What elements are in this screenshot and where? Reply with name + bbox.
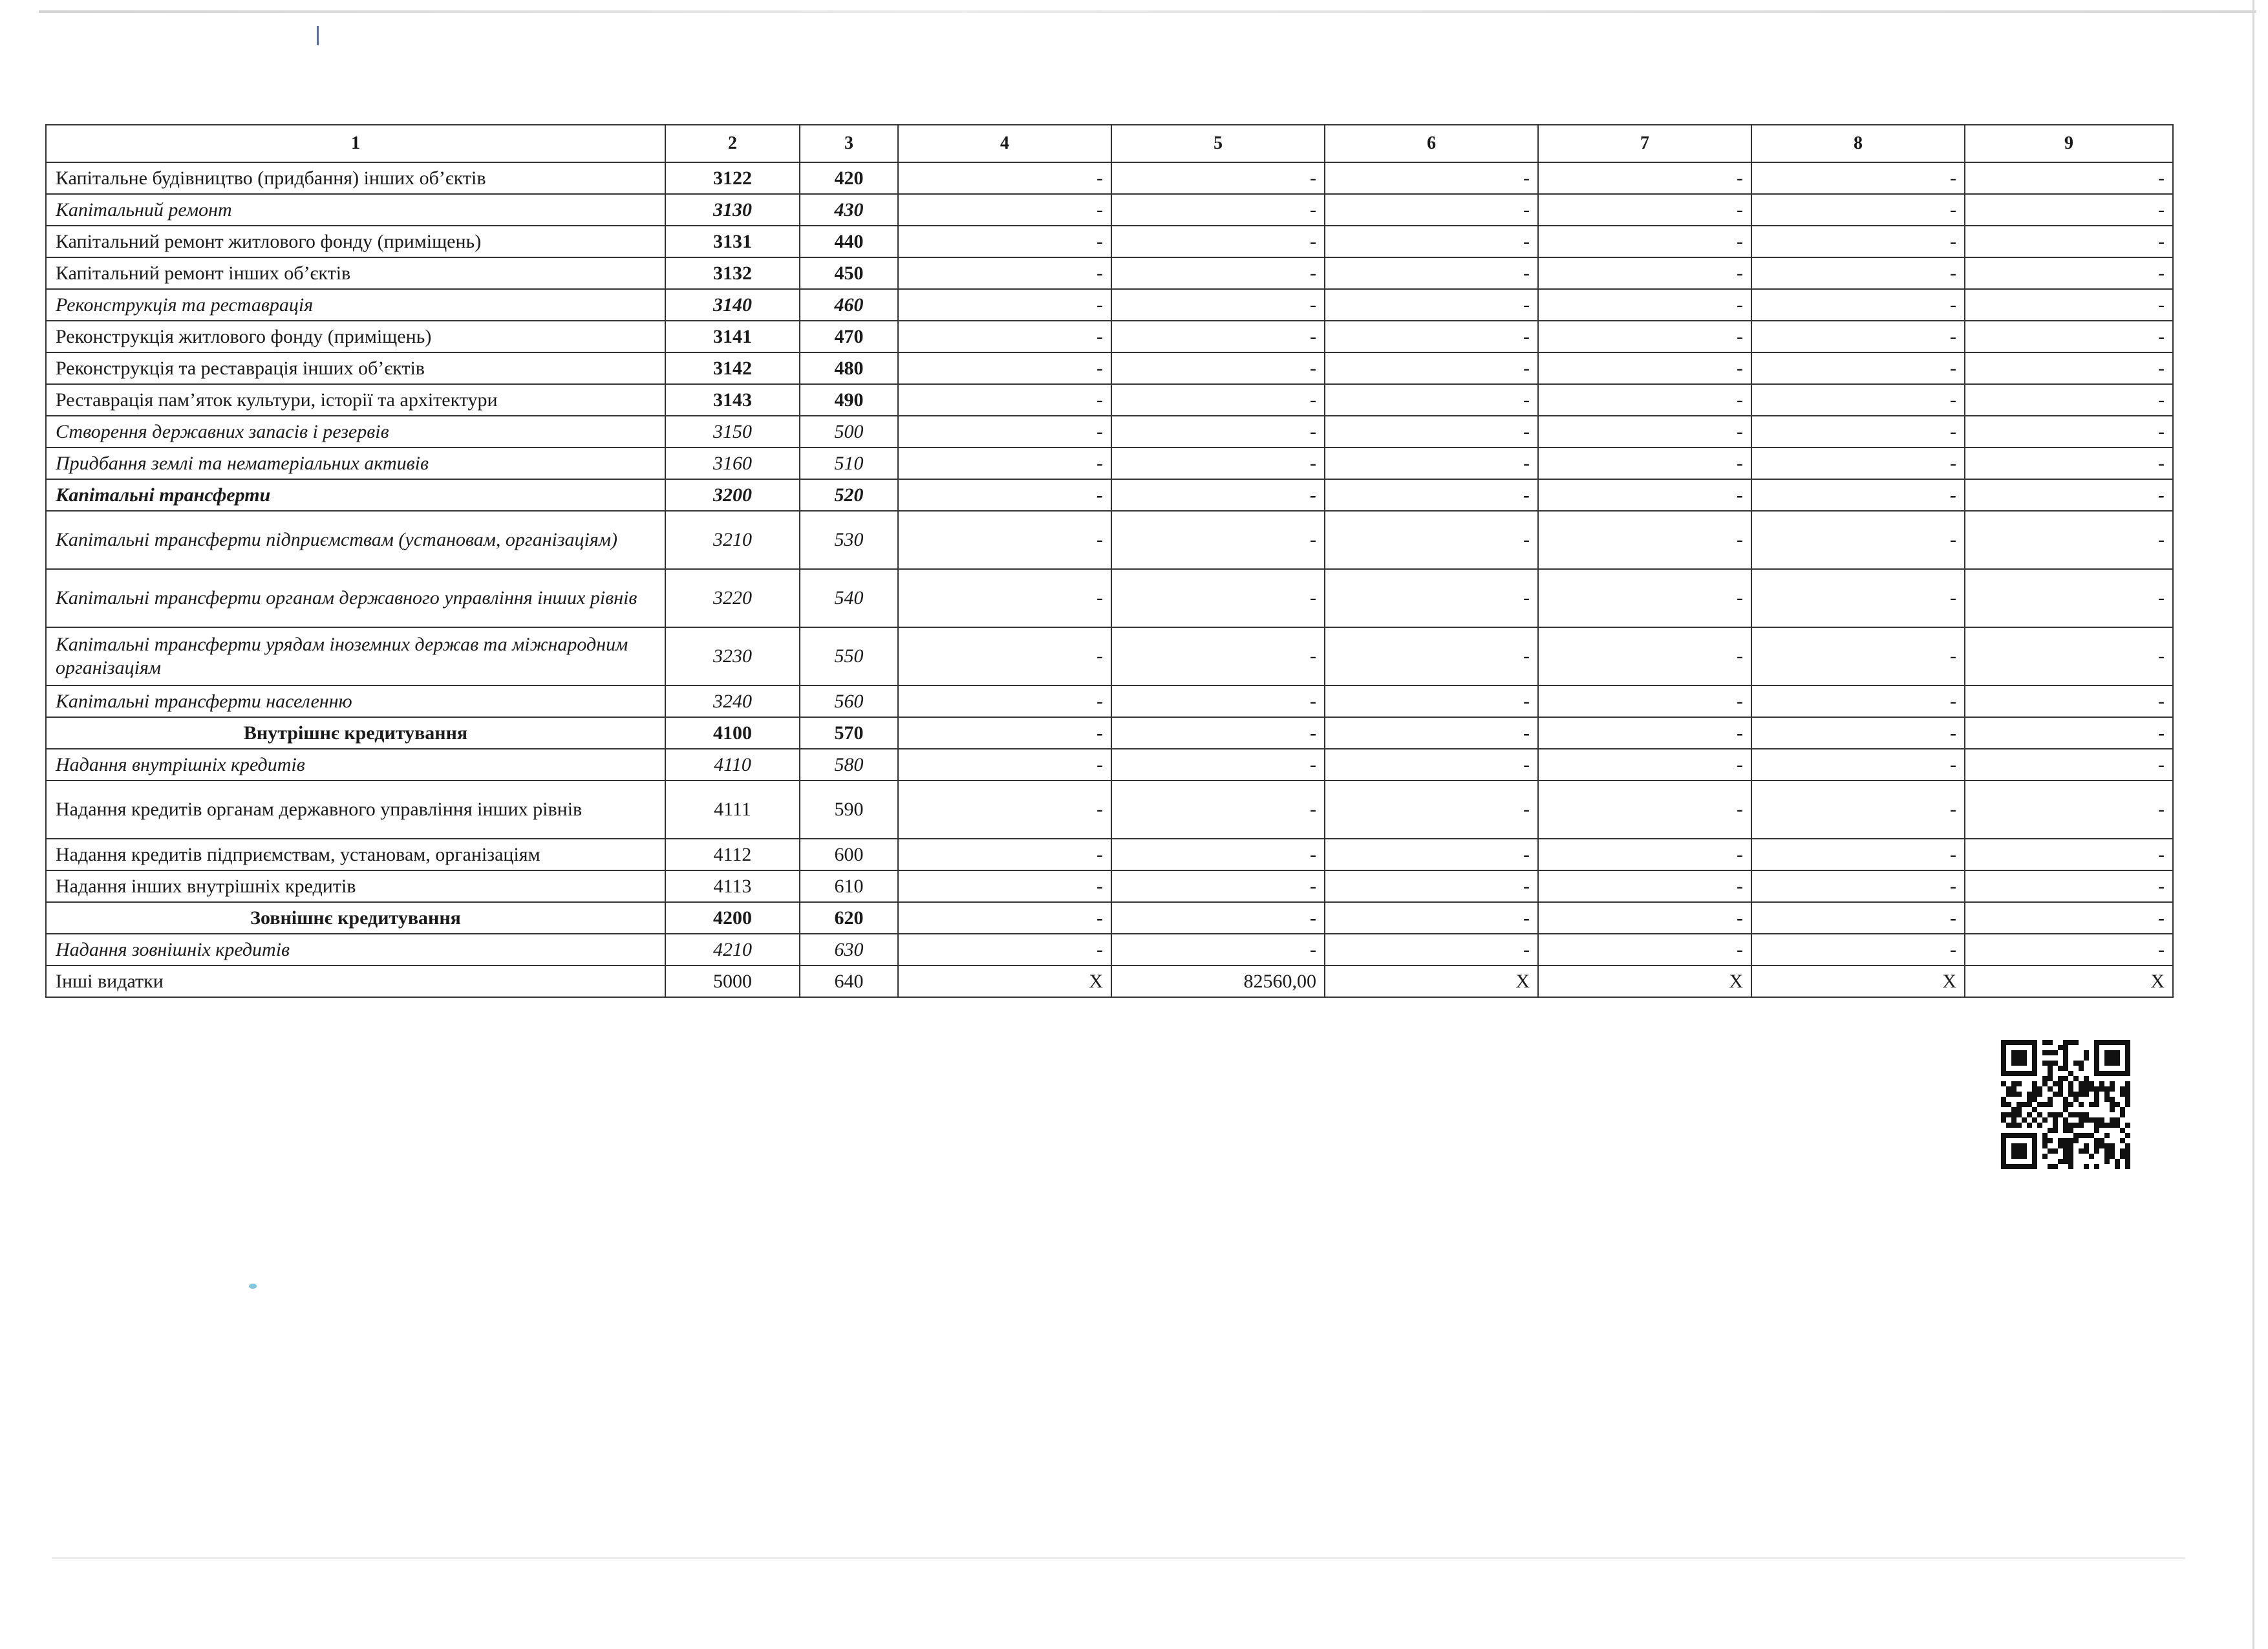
value-cell: - bbox=[1538, 194, 1751, 226]
value-cell: - bbox=[1965, 447, 2173, 479]
value-cell: - bbox=[898, 384, 1111, 416]
value-cell: - bbox=[1751, 627, 1965, 685]
kekv-code: 3230 bbox=[665, 627, 800, 685]
line-code: 520 bbox=[800, 479, 898, 511]
line-code: 550 bbox=[800, 627, 898, 685]
scan-edge-bottom bbox=[52, 1557, 2185, 1559]
kekv-code: 3143 bbox=[665, 384, 800, 416]
value-cell: - bbox=[1325, 384, 1538, 416]
row-label: Реставрація пам’яток культури, історії та архітектури bbox=[46, 384, 665, 416]
kekv-code: 3130 bbox=[665, 194, 800, 226]
value-cell: - bbox=[1751, 321, 1965, 352]
value-cell: - bbox=[898, 781, 1111, 839]
value-cell: - bbox=[1325, 685, 1538, 717]
value-cell: - bbox=[1111, 749, 1325, 781]
value-cell: - bbox=[898, 870, 1111, 902]
row-label: Реконструкція житлового фонду (приміщень) bbox=[46, 321, 665, 352]
line-code: 510 bbox=[800, 447, 898, 479]
value-cell: - bbox=[1751, 352, 1965, 384]
value-cell: - bbox=[1538, 870, 1751, 902]
row-label: Реконструкція та реставрація bbox=[46, 289, 665, 321]
column-header: 6 bbox=[1325, 125, 1538, 162]
row-label: Внутрішнє кредитування bbox=[46, 717, 665, 749]
value-cell: - bbox=[1965, 717, 2173, 749]
value-cell: - bbox=[898, 321, 1111, 352]
value-cell: - bbox=[1965, 781, 2173, 839]
kekv-code: 3210 bbox=[665, 511, 800, 569]
value-cell: - bbox=[1751, 781, 1965, 839]
value-cell: - bbox=[1538, 839, 1751, 870]
value-cell: - bbox=[898, 257, 1111, 289]
value-cell: - bbox=[1111, 870, 1325, 902]
line-code: 540 bbox=[800, 569, 898, 627]
value-cell: - bbox=[1965, 749, 2173, 781]
kekv-code: 3132 bbox=[665, 257, 800, 289]
value-cell: - bbox=[1111, 416, 1325, 447]
value-cell: - bbox=[1325, 569, 1538, 627]
value-cell: - bbox=[898, 934, 1111, 965]
table-row bbox=[46, 289, 2173, 321]
value-cell: - bbox=[1111, 257, 1325, 289]
value-cell: - bbox=[1538, 384, 1751, 416]
value-cell: - bbox=[1538, 685, 1751, 717]
value-cell: - bbox=[898, 511, 1111, 569]
value-cell: - bbox=[1538, 934, 1751, 965]
line-code: 590 bbox=[800, 781, 898, 839]
value-cell: - bbox=[1325, 717, 1538, 749]
value-cell: - bbox=[1538, 627, 1751, 685]
column-header: 8 bbox=[1751, 125, 1965, 162]
line-code: 600 bbox=[800, 839, 898, 870]
scan-speck bbox=[249, 1284, 257, 1289]
value-cell: - bbox=[1325, 321, 1538, 352]
value-cell: - bbox=[1111, 839, 1325, 870]
kekv-code: 3220 bbox=[665, 569, 800, 627]
value-cell: X bbox=[898, 965, 1111, 997]
value-cell: - bbox=[1111, 321, 1325, 352]
value-cell: 82560,00 bbox=[1111, 965, 1325, 997]
row-label: Капітальний ремонт bbox=[46, 194, 665, 226]
value-cell: - bbox=[1325, 257, 1538, 289]
kekv-code: 3141 bbox=[665, 321, 800, 352]
value-cell: - bbox=[898, 839, 1111, 870]
kekv-code: 4100 bbox=[665, 717, 800, 749]
value-cell: - bbox=[1751, 934, 1965, 965]
qr-code-icon bbox=[2001, 1040, 2130, 1169]
scan-edge-right bbox=[2252, 0, 2254, 1649]
value-cell: - bbox=[898, 226, 1111, 257]
value-cell: - bbox=[1111, 902, 1325, 934]
value-cell: - bbox=[1111, 289, 1325, 321]
value-cell: - bbox=[1325, 627, 1538, 685]
value-cell: - bbox=[1538, 321, 1751, 352]
value-cell: - bbox=[1325, 902, 1538, 934]
value-cell: - bbox=[1538, 162, 1751, 194]
value-cell: - bbox=[1111, 717, 1325, 749]
value-cell: - bbox=[1751, 717, 1965, 749]
row-label: Надання внутрішніх кредитів bbox=[46, 749, 665, 781]
value-cell: - bbox=[1325, 511, 1538, 569]
line-code: 450 bbox=[800, 257, 898, 289]
value-cell: - bbox=[1965, 289, 2173, 321]
value-cell: - bbox=[1111, 685, 1325, 717]
value-cell: - bbox=[1965, 479, 2173, 511]
row-label: Надання інших внутрішніх кредитів bbox=[46, 870, 665, 902]
kekv-code: 4113 bbox=[665, 870, 800, 902]
value-cell: X bbox=[1325, 965, 1538, 997]
value-cell: - bbox=[1751, 162, 1965, 194]
value-cell: - bbox=[1965, 902, 2173, 934]
value-cell: - bbox=[898, 717, 1111, 749]
value-cell: - bbox=[1751, 839, 1965, 870]
value-cell: - bbox=[1751, 749, 1965, 781]
value-cell: - bbox=[1111, 627, 1325, 685]
value-cell: - bbox=[1325, 289, 1538, 321]
value-cell: - bbox=[1751, 569, 1965, 627]
value-cell: - bbox=[1111, 511, 1325, 569]
table-row bbox=[46, 511, 2173, 569]
line-code: 430 bbox=[800, 194, 898, 226]
value-cell: - bbox=[1965, 416, 2173, 447]
line-code: 630 bbox=[800, 934, 898, 965]
kekv-code: 5000 bbox=[665, 965, 800, 997]
line-code: 480 bbox=[800, 352, 898, 384]
value-cell: - bbox=[1965, 384, 2173, 416]
scan-edge-top bbox=[39, 10, 2256, 13]
row-label: Створення державних запасів і резервів bbox=[46, 416, 665, 447]
row-label: Капітальні трансферти bbox=[46, 479, 665, 511]
row-label: Капітальні трансферти урядам іноземних держав та міжнародним організаціям bbox=[46, 627, 665, 685]
value-cell: - bbox=[1538, 226, 1751, 257]
line-code: 580 bbox=[800, 749, 898, 781]
column-header: 5 bbox=[1111, 125, 1325, 162]
value-cell: - bbox=[1111, 352, 1325, 384]
line-code: 470 bbox=[800, 321, 898, 352]
value-cell: - bbox=[1965, 257, 2173, 289]
value-cell: - bbox=[1965, 627, 2173, 685]
kekv-code: 3150 bbox=[665, 416, 800, 447]
value-cell: - bbox=[898, 749, 1111, 781]
value-cell: - bbox=[1111, 384, 1325, 416]
value-cell: - bbox=[1538, 717, 1751, 749]
line-code: 460 bbox=[800, 289, 898, 321]
value-cell: - bbox=[898, 162, 1111, 194]
row-label: Капітальний ремонт житлового фонду (приміщень) bbox=[46, 226, 665, 257]
row-label: Інші видатки bbox=[46, 965, 665, 997]
value-cell: - bbox=[1751, 685, 1965, 717]
value-cell: - bbox=[898, 569, 1111, 627]
line-code: 560 bbox=[800, 685, 898, 717]
value-cell: - bbox=[1965, 569, 2173, 627]
value-cell: - bbox=[1965, 162, 2173, 194]
value-cell: - bbox=[1751, 384, 1965, 416]
kekv-code: 4110 bbox=[665, 749, 800, 781]
value-cell: - bbox=[1111, 226, 1325, 257]
value-cell: - bbox=[1325, 194, 1538, 226]
value-cell: - bbox=[1751, 289, 1965, 321]
line-code: 420 bbox=[800, 162, 898, 194]
value-cell: - bbox=[1965, 352, 2173, 384]
value-cell: - bbox=[1751, 257, 1965, 289]
row-label: Придбання землі та нематеріальних активів bbox=[46, 447, 665, 479]
value-cell: - bbox=[1325, 226, 1538, 257]
value-cell: - bbox=[1325, 839, 1538, 870]
kekv-code: 4210 bbox=[665, 934, 800, 965]
row-label: Капітальні трансферти підприємствам (установам, організаціям) bbox=[46, 511, 665, 569]
value-cell: - bbox=[1111, 569, 1325, 627]
value-cell: - bbox=[1111, 781, 1325, 839]
value-cell: - bbox=[1538, 257, 1751, 289]
line-code: 530 bbox=[800, 511, 898, 569]
value-cell: - bbox=[1751, 511, 1965, 569]
value-cell: X bbox=[1751, 965, 1965, 997]
value-cell: - bbox=[1965, 194, 2173, 226]
value-cell: - bbox=[1538, 749, 1751, 781]
value-cell: - bbox=[1538, 511, 1751, 569]
table-row bbox=[46, 162, 2173, 194]
value-cell: - bbox=[898, 479, 1111, 511]
value-cell: - bbox=[1325, 749, 1538, 781]
table-row bbox=[46, 321, 2173, 352]
expenditure-table-wrap bbox=[45, 124, 2172, 998]
column-header: 4 bbox=[898, 125, 1111, 162]
table-row bbox=[46, 447, 2173, 479]
table-row bbox=[46, 685, 2173, 717]
value-cell: - bbox=[1325, 162, 1538, 194]
row-label: Зовнішнє кредитування bbox=[46, 902, 665, 934]
line-code: 640 bbox=[800, 965, 898, 997]
kekv-code: 3131 bbox=[665, 226, 800, 257]
value-cell: - bbox=[1538, 352, 1751, 384]
table-row bbox=[46, 352, 2173, 384]
table-row bbox=[46, 749, 2173, 781]
value-cell: - bbox=[1538, 479, 1751, 511]
kekv-code: 4200 bbox=[665, 902, 800, 934]
value-cell: - bbox=[1751, 902, 1965, 934]
value-cell: - bbox=[1965, 839, 2173, 870]
value-cell: - bbox=[1111, 194, 1325, 226]
table-row bbox=[46, 839, 2173, 870]
value-cell: - bbox=[898, 447, 1111, 479]
value-cell: - bbox=[1538, 781, 1751, 839]
table-row bbox=[46, 384, 2173, 416]
kekv-code: 3142 bbox=[665, 352, 800, 384]
expenditure-table bbox=[45, 124, 2174, 998]
table-header-row bbox=[46, 125, 2173, 162]
line-code: 620 bbox=[800, 902, 898, 934]
value-cell: - bbox=[898, 194, 1111, 226]
row-label: Надання кредитів підприємствам, установам, організаціям bbox=[46, 839, 665, 870]
table-row bbox=[46, 479, 2173, 511]
table-row bbox=[46, 965, 2173, 997]
value-cell: - bbox=[1965, 226, 2173, 257]
value-cell: - bbox=[1751, 226, 1965, 257]
value-cell: - bbox=[1538, 416, 1751, 447]
value-cell: - bbox=[1538, 902, 1751, 934]
line-code: 570 bbox=[800, 717, 898, 749]
kekv-code: 3122 bbox=[665, 162, 800, 194]
value-cell: - bbox=[898, 352, 1111, 384]
value-cell: - bbox=[1325, 934, 1538, 965]
column-header: 1 bbox=[46, 125, 665, 162]
table-row bbox=[46, 902, 2173, 934]
line-code: 500 bbox=[800, 416, 898, 447]
value-cell: - bbox=[1325, 447, 1538, 479]
kekv-code: 3200 bbox=[665, 479, 800, 511]
value-cell: - bbox=[1751, 447, 1965, 479]
value-cell: - bbox=[1751, 416, 1965, 447]
row-label: Капітальні трансферти органам державного управління інших рівнів bbox=[46, 569, 665, 627]
line-code: 490 bbox=[800, 384, 898, 416]
table-row bbox=[46, 257, 2173, 289]
value-cell: - bbox=[1111, 447, 1325, 479]
value-cell: - bbox=[1751, 479, 1965, 511]
value-cell: - bbox=[1965, 934, 2173, 965]
value-cell: - bbox=[1325, 416, 1538, 447]
row-label: Надання зовнішніх кредитів bbox=[46, 934, 665, 965]
value-cell: - bbox=[1325, 781, 1538, 839]
value-cell: - bbox=[898, 685, 1111, 717]
column-header: 3 bbox=[800, 125, 898, 162]
value-cell: - bbox=[1325, 870, 1538, 902]
scan-speck bbox=[317, 26, 319, 45]
value-cell: - bbox=[1111, 162, 1325, 194]
table-row bbox=[46, 870, 2173, 902]
table-row bbox=[46, 781, 2173, 839]
table-row bbox=[46, 226, 2173, 257]
line-code: 440 bbox=[800, 226, 898, 257]
kekv-code: 3160 bbox=[665, 447, 800, 479]
kekv-code: 4111 bbox=[665, 781, 800, 839]
value-cell: - bbox=[1538, 569, 1751, 627]
value-cell: X bbox=[1965, 965, 2173, 997]
table-row bbox=[46, 717, 2173, 749]
table-row bbox=[46, 627, 2173, 685]
value-cell: - bbox=[1538, 289, 1751, 321]
value-cell: X bbox=[1538, 965, 1751, 997]
value-cell: - bbox=[898, 289, 1111, 321]
value-cell: - bbox=[1111, 479, 1325, 511]
row-label: Капітальне будівництво (придбання) інших об’єктів bbox=[46, 162, 665, 194]
value-cell: - bbox=[898, 416, 1111, 447]
table-row bbox=[46, 569, 2173, 627]
row-label: Капітальні трансферти населенню bbox=[46, 685, 665, 717]
value-cell: - bbox=[1325, 352, 1538, 384]
table-row bbox=[46, 194, 2173, 226]
value-cell: - bbox=[1965, 321, 2173, 352]
value-cell: - bbox=[1751, 194, 1965, 226]
value-cell: - bbox=[898, 627, 1111, 685]
value-cell: - bbox=[1965, 870, 2173, 902]
column-header: 7 bbox=[1538, 125, 1751, 162]
value-cell: - bbox=[1538, 447, 1751, 479]
value-cell: - bbox=[1111, 934, 1325, 965]
column-header: 2 bbox=[665, 125, 800, 162]
value-cell: - bbox=[1965, 511, 2173, 569]
table-row bbox=[46, 416, 2173, 447]
line-code: 610 bbox=[800, 870, 898, 902]
value-cell: - bbox=[1325, 479, 1538, 511]
column-header: 9 bbox=[1965, 125, 2173, 162]
kekv-code: 3140 bbox=[665, 289, 800, 321]
row-label: Реконструкція та реставрація інших об’єктів bbox=[46, 352, 665, 384]
row-label: Капітальний ремонт інших об’єктів bbox=[46, 257, 665, 289]
kekv-code: 3240 bbox=[665, 685, 800, 717]
table-row bbox=[46, 934, 2173, 965]
value-cell: - bbox=[1751, 870, 1965, 902]
row-label: Надання кредитів органам державного управління інших рівнів bbox=[46, 781, 665, 839]
value-cell: - bbox=[1965, 685, 2173, 717]
kekv-code: 4112 bbox=[665, 839, 800, 870]
value-cell: - bbox=[898, 902, 1111, 934]
